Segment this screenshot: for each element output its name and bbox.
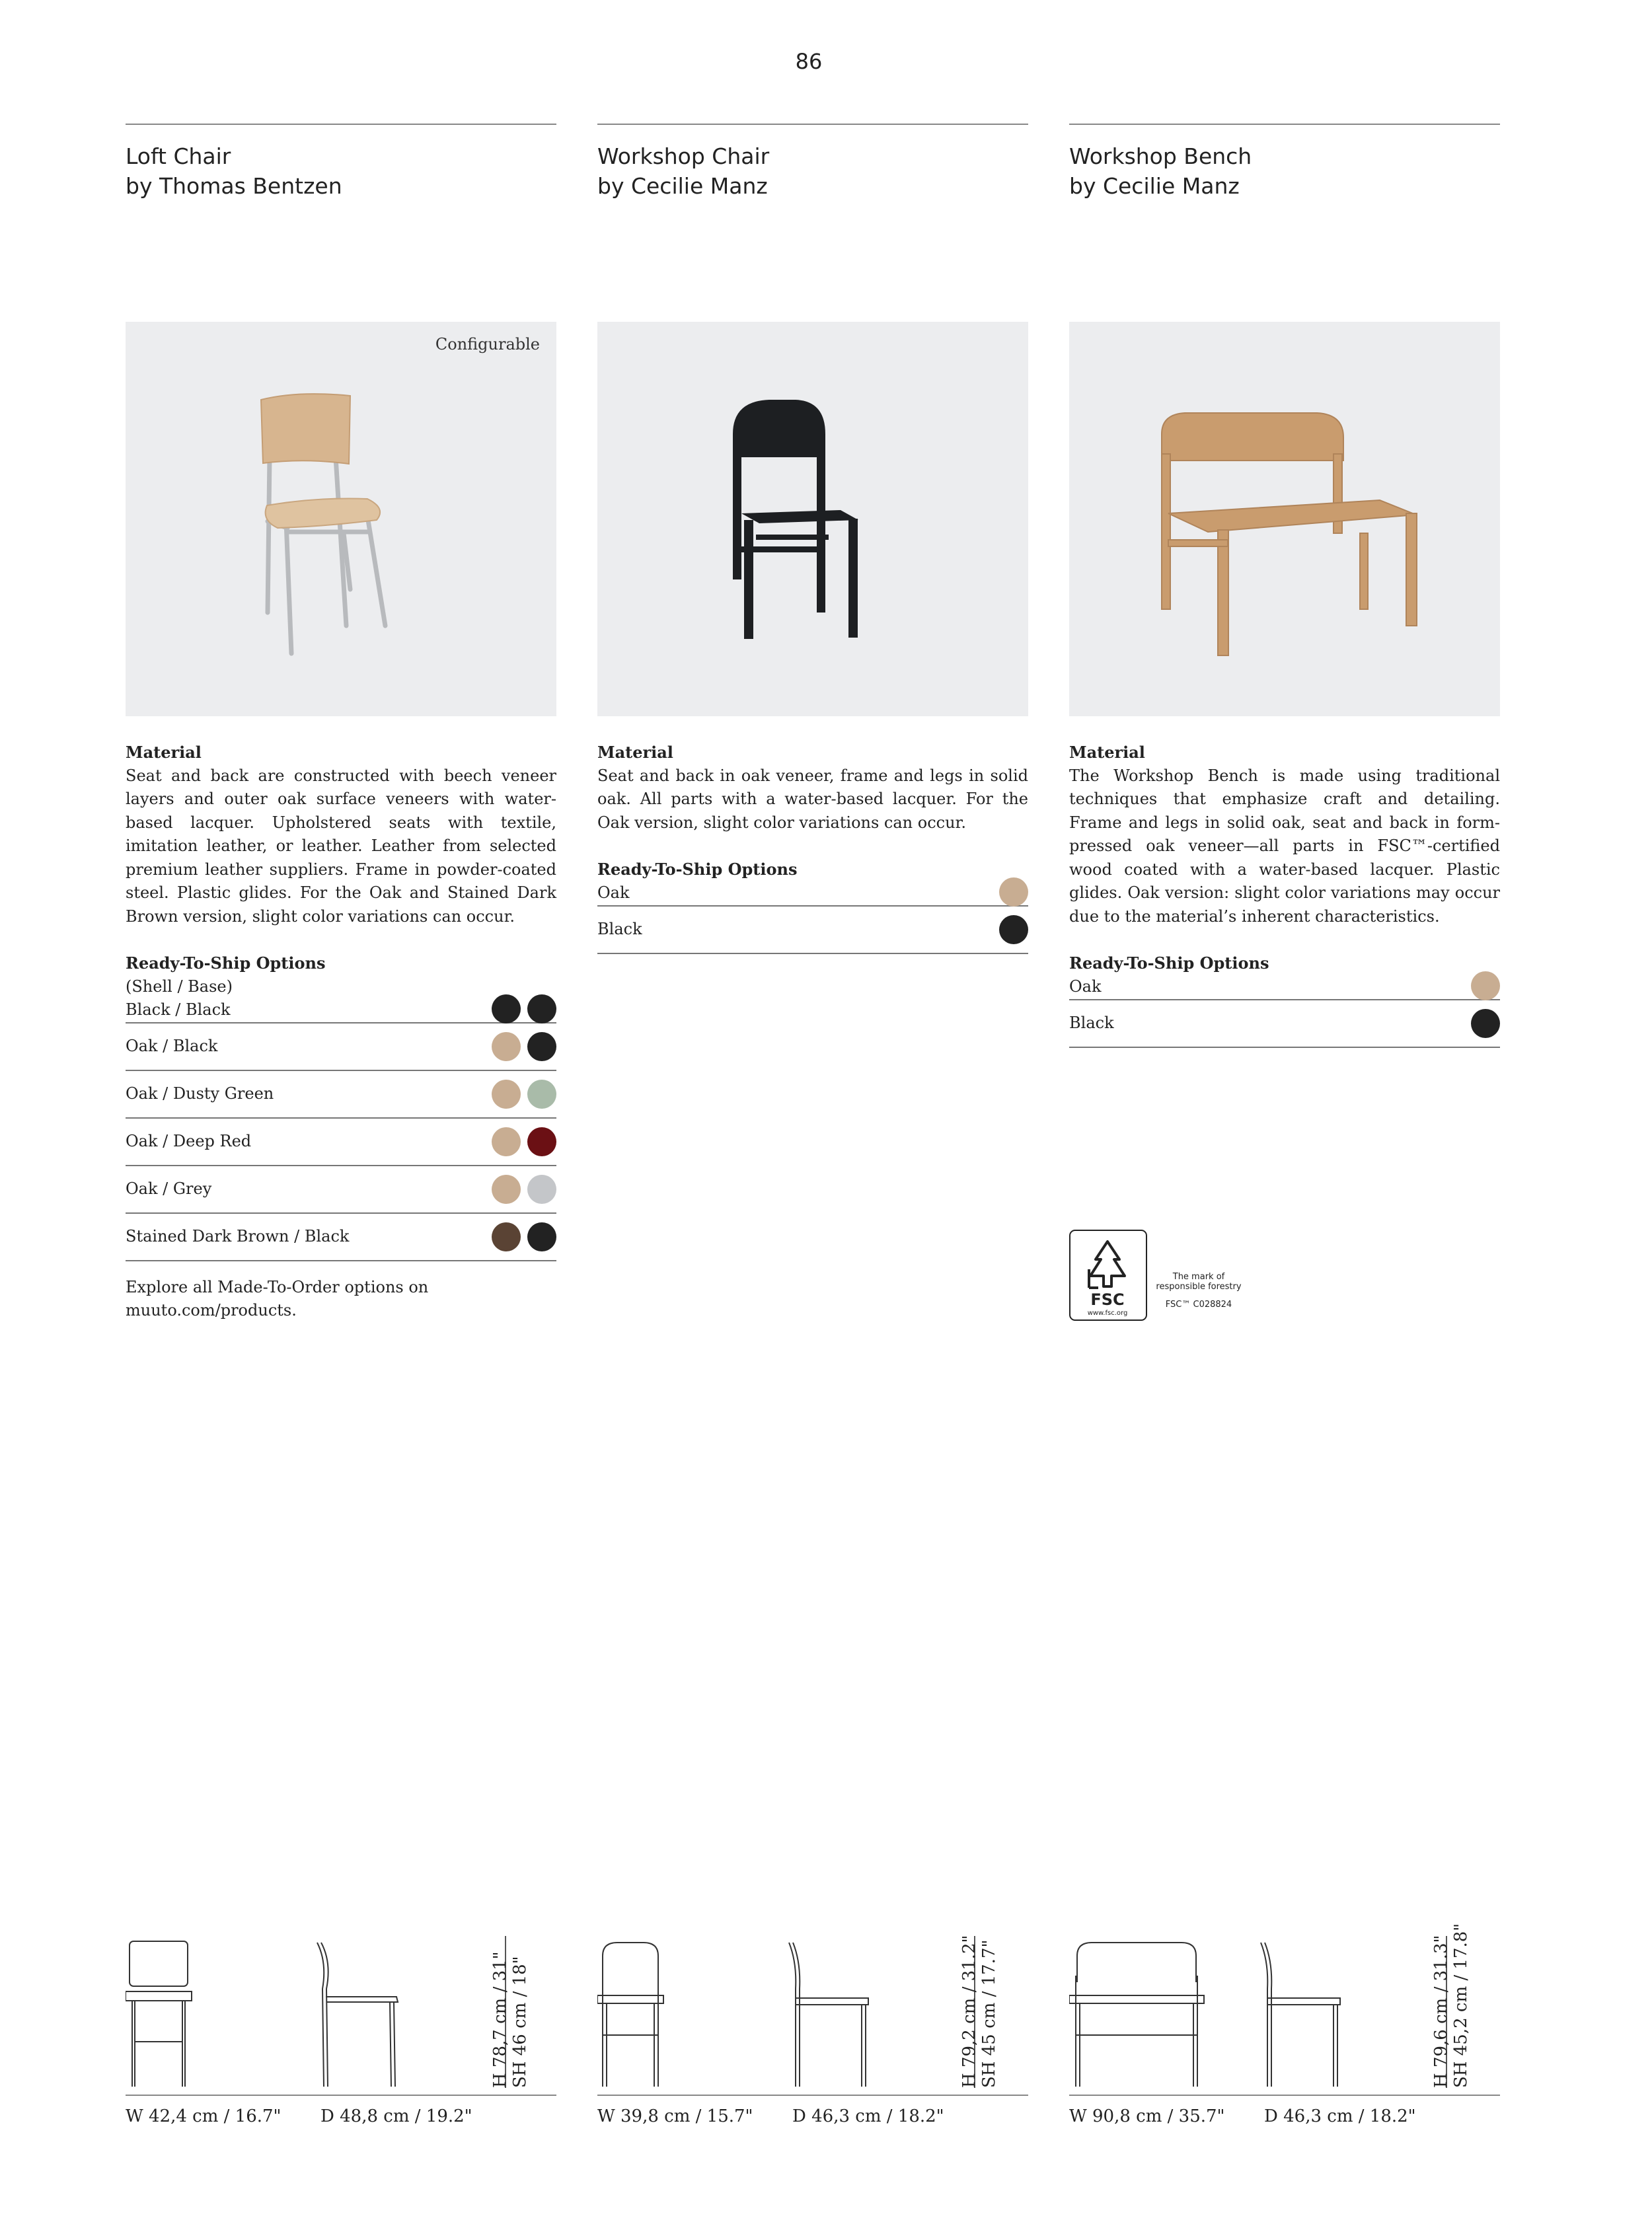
explore-line: Explore all Made-To-Order options on — [126, 1277, 429, 1296]
dimensions-loft-chair — [126, 1936, 556, 2126]
height-dimension — [1431, 1923, 1499, 2088]
swatches — [492, 1175, 556, 1204]
swatches — [492, 1127, 556, 1156]
swatch-black — [1471, 1009, 1500, 1038]
product-image-workshop-chair — [597, 322, 1028, 716]
swatch-black — [527, 1222, 556, 1251]
option-label: Oak — [597, 883, 630, 902]
product-loft-chair — [126, 124, 556, 1319]
swatch-dark-brown — [492, 1222, 521, 1251]
option-row — [126, 998, 556, 1023]
dimension-baseline — [597, 2095, 1028, 2096]
configurable-badge: Configurable — [435, 335, 540, 353]
swatches — [999, 915, 1028, 944]
product-designer: by Cecilie Manz — [1069, 173, 1240, 199]
dimension-baseline — [1069, 2095, 1500, 2096]
swatch-oak — [492, 1127, 521, 1156]
explore-note — [126, 1276, 556, 1323]
fsc-tree-icon — [1069, 1230, 1333, 1322]
option-row — [126, 1071, 556, 1119]
product-designer: by Thomas Bentzen — [126, 173, 342, 199]
product-name: Loft Chair — [126, 143, 231, 169]
dim-width: W 42,4 cm / 16.7" — [126, 2106, 282, 2126]
option-row — [1069, 1000, 1500, 1048]
page-number: 86 — [795, 49, 823, 74]
material-label: Material — [126, 743, 202, 762]
dim-seat-height: SH 45,2 cm / 17.8" — [1451, 1923, 1471, 2088]
workshop-bench-line-drawing — [1069, 1936, 1439, 2095]
workshop-chair-illustration — [597, 322, 1028, 716]
option-label: Black — [597, 919, 642, 938]
product-workshop-chair — [597, 124, 1028, 938]
loft-chair-illustration — [126, 322, 556, 716]
divider — [1069, 124, 1500, 125]
dim-depth: D 46,3 cm / 18.2" — [792, 2106, 944, 2126]
options-list — [1069, 975, 1500, 1048]
option-row — [1069, 975, 1500, 1000]
option-label: Oak / Deep Red — [126, 1131, 252, 1150]
swatch-oak — [492, 1080, 521, 1109]
ready-to-ship-label: Ready-To-Ship Options — [1069, 953, 1269, 973]
divider — [126, 124, 556, 125]
swatch-black — [492, 994, 521, 1023]
fsc-mark-line1: The mark of — [1172, 1272, 1225, 1282]
dimension-baseline — [126, 2095, 556, 2096]
swatch-oak — [1471, 971, 1500, 1000]
option-label: Black / Black — [126, 1000, 231, 1019]
swatches — [492, 1222, 556, 1251]
swatch-black — [527, 994, 556, 1023]
product-title — [597, 141, 1028, 203]
dim-depth: D 46,3 cm / 18.2" — [1264, 2106, 1416, 2126]
swatches — [492, 1032, 556, 1061]
options-list — [597, 881, 1028, 954]
fsc-name: FSC — [1090, 1290, 1125, 1309]
option-row — [126, 1023, 556, 1071]
explore-link[interactable]: muuto.com/products. — [126, 1301, 297, 1319]
dim-height: H 79,6 cm / 31.3" — [1431, 1935, 1451, 2088]
swatch-dusty-green — [527, 1080, 556, 1109]
product-designer: by Cecilie Manz — [597, 173, 768, 199]
product-title — [1069, 141, 1500, 203]
swatch-oak — [492, 1032, 521, 1061]
product-workshop-bench — [1069, 124, 1500, 1317]
swatch-grey — [527, 1175, 556, 1204]
dim-width: W 39,8 cm / 15.7" — [597, 2106, 753, 2126]
product-info — [1069, 741, 1500, 1048]
material-text: Seat and back in oak veneer, frame and legs in solid oak. All parts with a water-based lacquer. For the Oak version, slight color variations can occur. — [597, 766, 1028, 832]
dim-seat-height: SH 46 cm / 18" — [510, 1956, 530, 2088]
height-label — [1431, 1923, 1471, 2088]
option-row — [126, 1214, 556, 1261]
fsc-mark-line2: responsible forestry — [1156, 1282, 1242, 1292]
material-label: Material — [597, 743, 673, 762]
product-name: Workshop Bench — [1069, 143, 1252, 169]
fsc-certification-logo — [1069, 1230, 1333, 1322]
swatches — [492, 994, 556, 1023]
workshop-chair-line-drawing — [597, 1936, 967, 2095]
options-list — [126, 998, 556, 1261]
product-title — [126, 141, 556, 203]
height-label — [959, 1935, 999, 2088]
swatch-oak — [999, 877, 1028, 907]
option-label: Stained Dark Brown / Black — [126, 1226, 350, 1245]
option-label: Oak / Dusty Green — [126, 1084, 274, 1103]
dimensions-workshop-chair — [597, 1935, 1028, 2126]
option-label: Oak / Black — [126, 1036, 218, 1055]
product-info — [126, 741, 556, 1323]
swatch-black — [527, 1032, 556, 1061]
dim-height: H 78,7 cm / 31" — [490, 1951, 510, 2088]
swatches — [999, 877, 1028, 907]
ready-to-ship-label: Ready-To-Ship Options — [126, 953, 326, 973]
height-dimension — [959, 1935, 1027, 2088]
swatches — [1471, 971, 1500, 1000]
option-row — [126, 1119, 556, 1166]
option-row — [597, 907, 1028, 954]
product-name: Workshop Chair — [597, 143, 770, 169]
material-text: Seat and back are constructed with beech veneer layers and outer oak surface veneers with water-based lacquer. Upholstered seats with textile, imitation leather, or leather. Leather from selected premium leather suppliers. Frame in powder-coated steel. Plastic glides. For the Oak and Stained Dark Brown version, slight color variations can occur. — [126, 766, 556, 926]
dim-seat-height: SH 45 cm / 17.7" — [979, 1939, 999, 2088]
option-label: Black — [1069, 1013, 1114, 1032]
swatch-oak — [492, 1175, 521, 1204]
swatches — [492, 1080, 556, 1109]
ready-to-ship-label: Ready-To-Ship Options — [597, 860, 798, 879]
option-row — [126, 1166, 556, 1214]
swatch-black — [999, 915, 1028, 944]
divider — [597, 124, 1028, 125]
option-label: Oak — [1069, 977, 1102, 996]
ready-to-ship-sublabel: (Shell / Base) — [126, 977, 233, 996]
height-dimension — [490, 1936, 558, 2088]
material-text: The Workshop Bench is made using traditional techniques that emphasize craft and detailing. Frame and legs in solid oak, seat and back in form-pressed oak veneer—all parts in FSC™-certified wood coated with a water-based lacquer. Plastic glides. Oak version: slight color variations may occur due to the material’s inherent characteristics. — [1069, 766, 1500, 926]
dim-depth: D 48,8 cm / 19.2" — [320, 2106, 472, 2126]
workshop-bench-illustration — [1069, 322, 1500, 716]
dim-height: H 79,2 cm / 31.2" — [959, 1935, 979, 2088]
material-label: Material — [1069, 743, 1145, 762]
dim-width: W 90,8 cm / 35.7" — [1069, 2106, 1225, 2126]
height-label — [490, 1951, 530, 2088]
product-image-workshop-bench — [1069, 322, 1500, 716]
swatches — [1471, 1009, 1500, 1038]
dimensions-workshop-bench — [1069, 1923, 1500, 2126]
option-label: Oak / Grey — [126, 1179, 212, 1198]
option-row — [597, 881, 1028, 907]
swatch-deep-red — [527, 1127, 556, 1156]
loft-chair-line-drawing — [126, 1936, 496, 2095]
product-info — [597, 741, 1028, 954]
product-image-loft-chair — [126, 322, 556, 716]
fsc-url: www.fsc.org — [1087, 1310, 1128, 1317]
fsc-code: FSC™ C028824 — [1165, 1300, 1232, 1310]
